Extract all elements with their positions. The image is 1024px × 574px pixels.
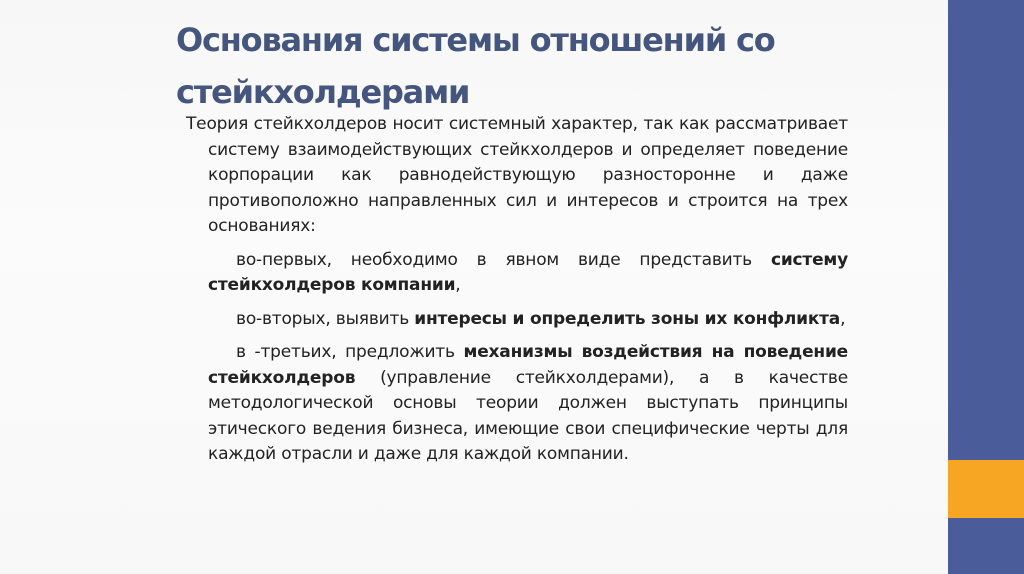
item-emphasis: интересы и определить зоны их конфликта bbox=[414, 308, 841, 329]
item-emphasis: систему стейкхолдеров компании bbox=[208, 249, 848, 295]
item-text: в -третьих, предложить bbox=[236, 342, 464, 362]
item-text: во-вторых, выявить bbox=[236, 308, 415, 329]
slide-body bbox=[186, 112, 848, 468]
item-text-tail: (управление стейкхолдерами), а в качестве методологической основы теории должен выступать принципы этического ведения бизнеса, имеющие свои специфические черты для каждой отрасли и даже для каждой компании. bbox=[208, 367, 848, 464]
list-item-second bbox=[186, 307, 848, 333]
item-text-tail: , bbox=[455, 275, 461, 295]
item-text: во-первых, необходимо в явном виде представить bbox=[236, 249, 771, 270]
list-item-third bbox=[186, 340, 848, 468]
list-item-first bbox=[186, 248, 848, 299]
item-emphasis: механизмы воздействия на поведение стейкхолдеров bbox=[208, 342, 848, 388]
intro-paragraph: Теория стейкхолдеров носит системный характер, так как рассматривает систему взаимодействующих стейкхолдеров и определяет поведение корпорации как равнодействующую разносторонне и даже противоположно направленных сил и интересов и строится на трех основаниях: bbox=[186, 114, 848, 236]
slide-title: Основания системы отношений со стейкхолдерами bbox=[176, 21, 775, 111]
item-text-tail: , bbox=[840, 308, 846, 329]
side-accent-block bbox=[948, 460, 1024, 518]
